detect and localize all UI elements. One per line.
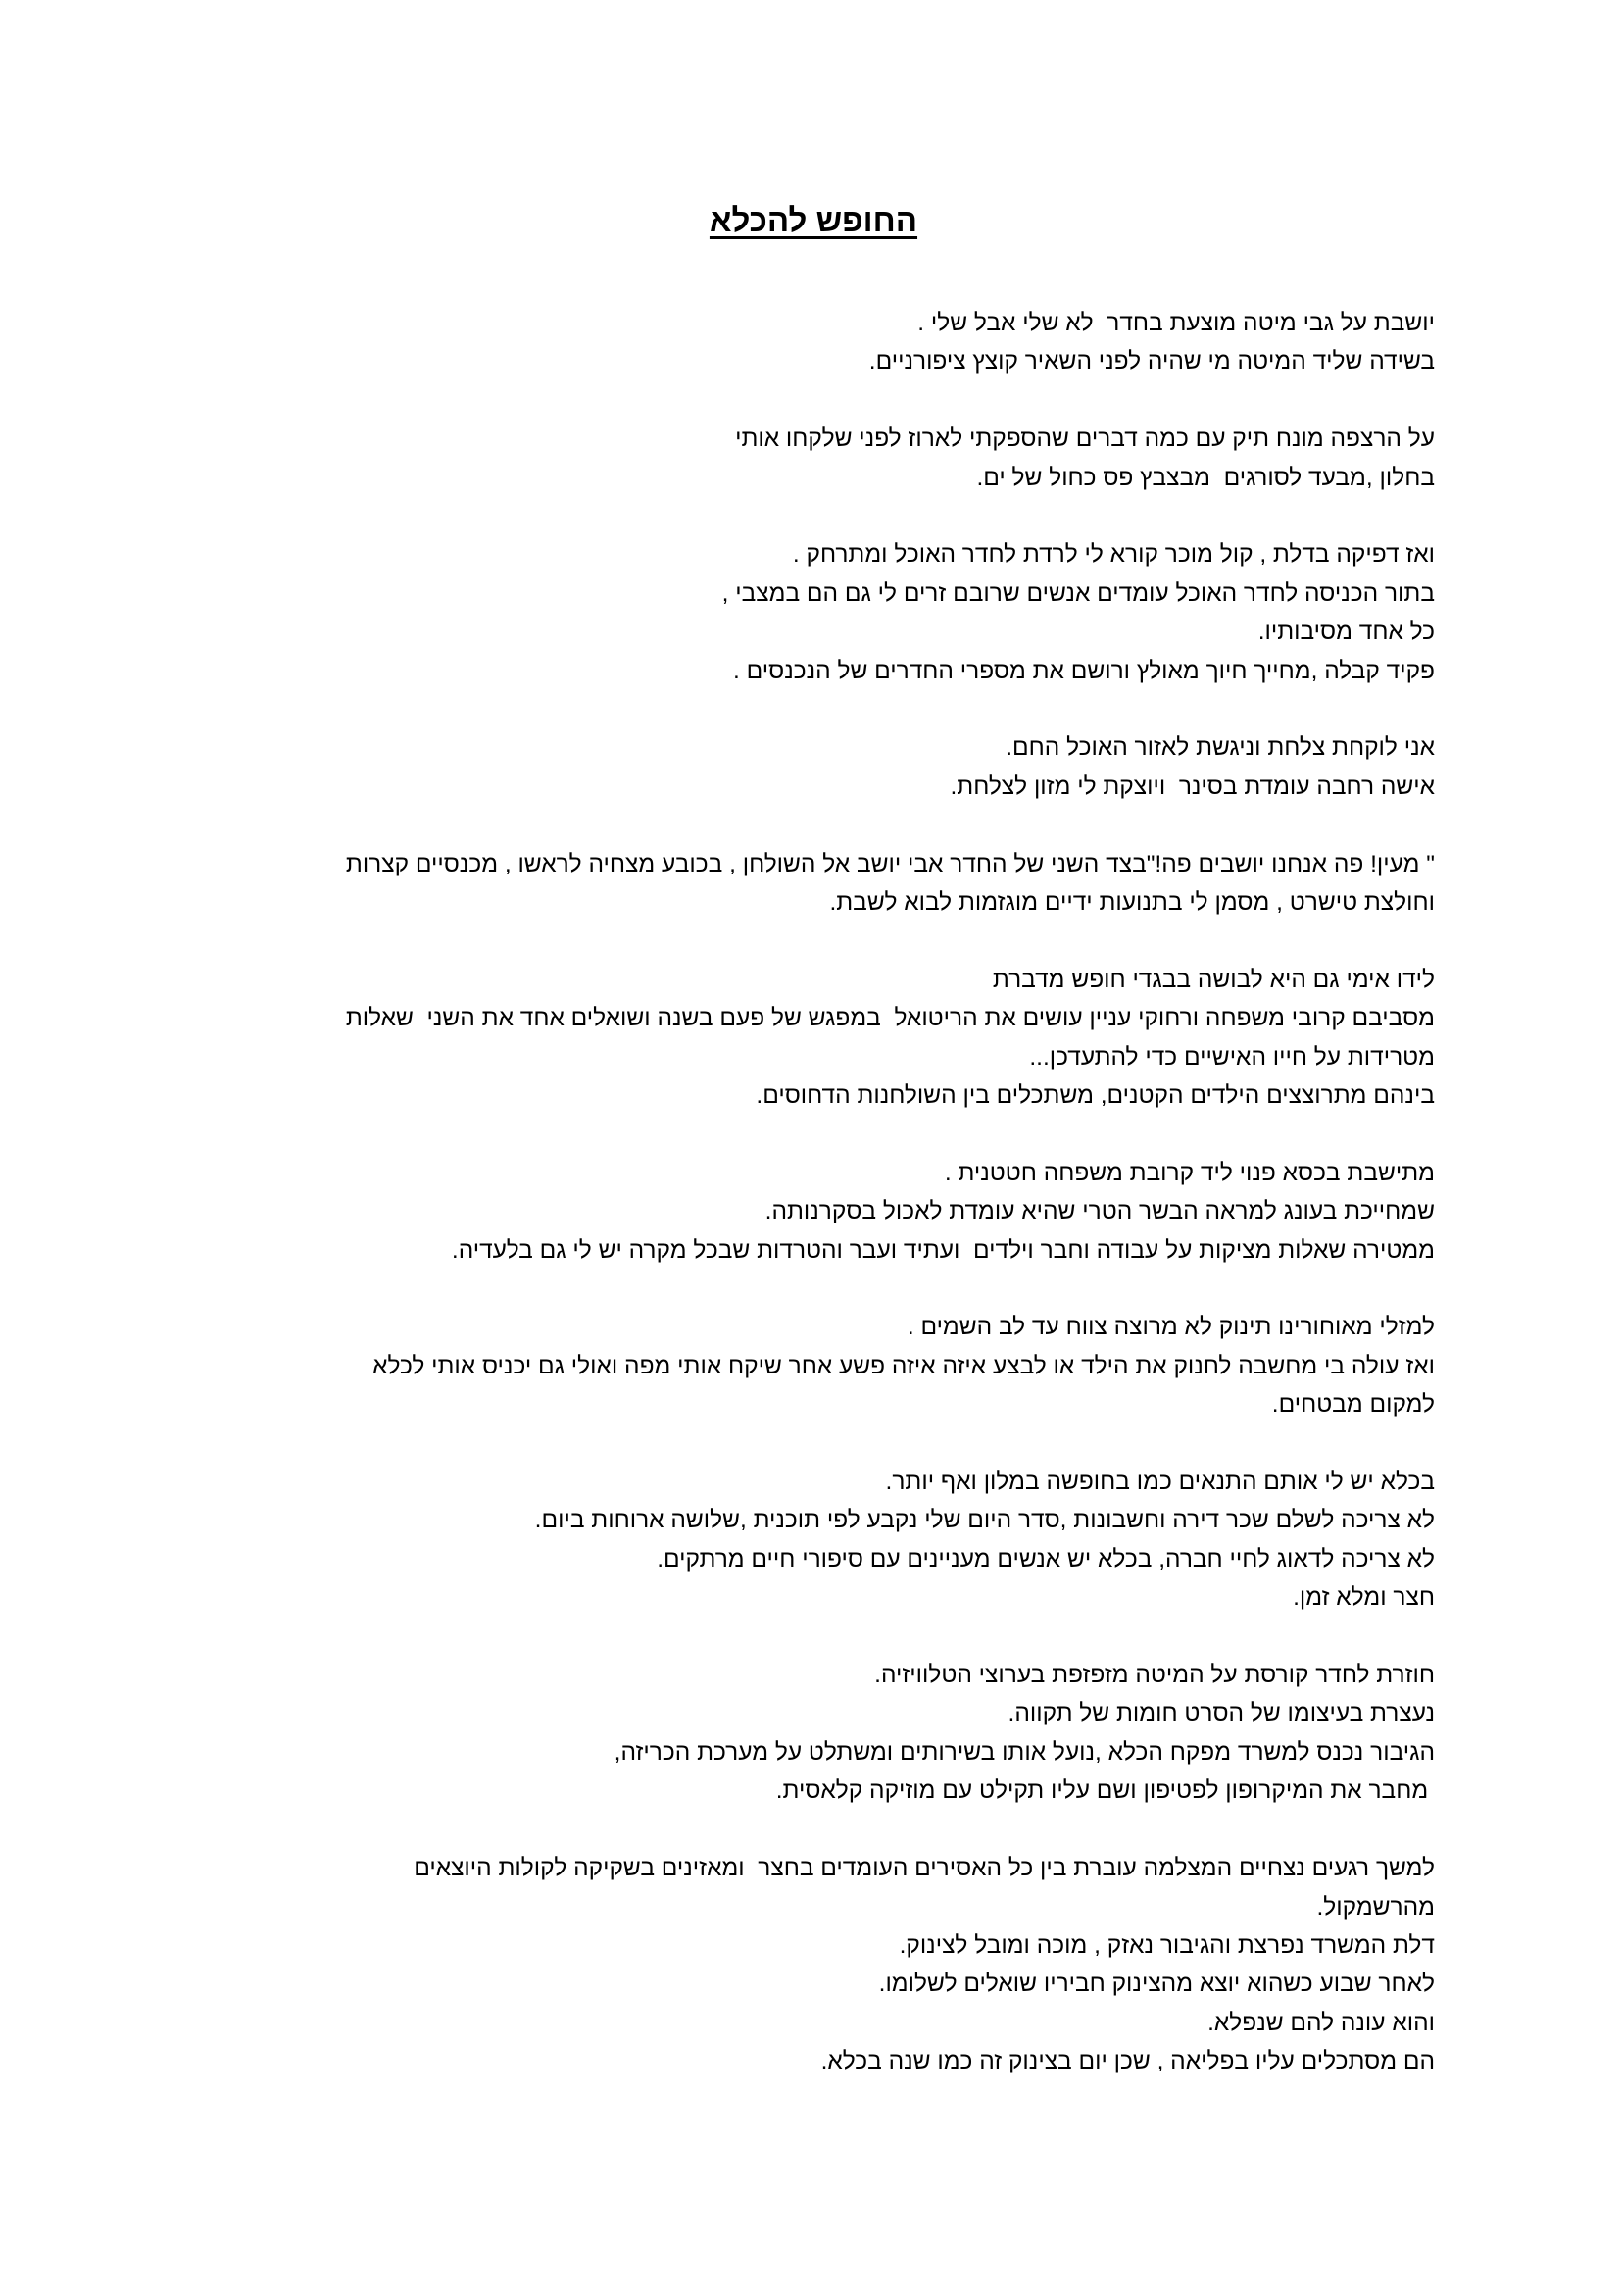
text-line: לאחר שבוע כשהוא יוצא מהצינוק חביריו שואלים לשלומו. (878, 1971, 1435, 1998)
text-line: אני לוקחת צלחת וניגשת לאזור האוכל החם. (1006, 734, 1435, 762)
text-line: והוא עונה להם שנפלא. (1207, 2009, 1435, 2036)
paragraph-3 (200, 535, 1435, 690)
text-line: על הרצפה מונח תיק עם כמה דברים שהספקתי לארוז לפני שלקחו אותי (735, 425, 1435, 453)
text-line: למזלי מאוחורינו תינוק לא מרוצה צווח עד לב השמים . (907, 1314, 1435, 1341)
text-line: ואז עולה בי מחשבה לחנוק את הילד או לבצע איזה איזה פשע אחר שיקח אותי מפה ואולי גם יכניס אותי לכלא (372, 1352, 1435, 1379)
text-line: ממטירה שאלות מציקות על עבודה וחבר וילדים ועתיד ועבר והטרדות שבכל מקרה יש לי גם בלעדיה. (451, 1236, 1435, 1264)
text-line: שמחייכת בעונג למראה הבשר הטרי שהיא עומדת לאכול בסקרנותה. (764, 1198, 1435, 1225)
text-line: למקום מבטחים. (1271, 1391, 1435, 1419)
paragraph-7 (200, 1154, 1435, 1270)
paragraph-2 (200, 420, 1435, 497)
text-line: למשך רגעים נצחיים המצלמה עוברת בין כל האסירים העומדים בחצר ומאזינים בשקיקה לקולות היוצאים (414, 1855, 1435, 1882)
paragraph-4 (200, 728, 1435, 806)
text-line: הם מסתכלים עליו בפליאה , שכן יום בצינוק זה כמו שנה בכלא. (820, 2048, 1435, 2075)
text-line: מטרידות על חייו האישיים כדי להתעדכן... (1029, 1043, 1435, 1071)
document-body (200, 304, 1435, 2120)
text-line: דלת המשרד נפרצת והגיבור נאזק , מוכה ומובל לצינוק. (899, 1931, 1435, 1959)
text-line: בתור הכניסה לחדר האוכל עומדים אנשים שרובם זרים לי גם הם במצבי , (721, 579, 1435, 607)
text-line: מסביבם קרובי משפחה ורחוקי עניין עושים את הריטואל במפגש של פעם בשנה ושואלים אחד את השני שאלות (345, 1005, 1435, 1032)
text-line: מתישבת בכסא פנוי ליד קרובת משפחה חטטנית . (944, 1159, 1435, 1186)
paragraph-11 (200, 1849, 1435, 2080)
text-line: לא צריכה לדאוג לחיי חברה, בכלא יש אנשים מעניינים עם סיפורי חיים מרתקים. (657, 1545, 1435, 1572)
text-line: בשידה שליד המיטה מי שהיה לפני השאיר קוצץ ציפורניים. (868, 348, 1435, 375)
text-line: חצר ומלא זמן. (1293, 1584, 1435, 1612)
text-line: בכלא יש לי אותם התנאים כמו בחופשה במלון ואף יותר. (885, 1469, 1435, 1496)
paragraph-6 (200, 961, 1435, 1116)
text-line: בחלון ,מבעד לסורגים מבצבץ פס כחול של ים. (976, 464, 1435, 491)
text-line: הגיבור נכנס למשרד מפקח הכלא ,נועל אותו בשירותים ומשתלט על מערכת הכריזה, (614, 1738, 1435, 1766)
paragraph-8 (200, 1308, 1435, 1423)
text-line: ואז דפיקה בדלת , קול מוכר קורא לי לרדת לחדר האוכל ומתרחק . (792, 541, 1435, 569)
paragraph-10 (200, 1656, 1435, 1811)
text-line: יושבת על גבי מיטה מוצעת בחדר לא שלי אבל שלי . (917, 310, 1435, 336)
text-line: חוזרת לחדר קורסת על המיטה מזפזפת בערוצי הטלוויזיה. (874, 1662, 1435, 1689)
text-line: אישה רחבה עומדת בסינר ויוצקת לי מזון לצלחת. (950, 773, 1435, 800)
paragraph-1 (200, 304, 1435, 381)
text-line: " מעין! פה אנחנו יושבים פה!"בצד השני של החדר אבי יושב אל השולחן , בכובע מצחיה לראשו , מכנסיים קצרות (345, 850, 1435, 877)
text-line: כל אחד מסיבותיו. (1257, 619, 1435, 646)
text-line: לא צריכה לשלם שכר דירה וחשבונות ,סדר היום שלי נקבע לפי תוכנית ,שלושה ארוחות ביום. (534, 1507, 1435, 1534)
text-line: מהרשמקול. (1316, 1893, 1435, 1921)
text-line: מחבר את המיקרופון לפטיפון ושם עליו תקילט עם מוזיקה קלאסית. (775, 1777, 1435, 1805)
paragraph-9 (200, 1463, 1435, 1618)
text-line: נעצרת בעיצומו של הסרט חומות של תקווה. (1008, 1700, 1435, 1727)
text-line: וחולצת טישרט , מסמן לי בתנועות ידיים מוגזמות לבוא לשבת. (829, 889, 1435, 917)
text-line: בינהם מתרוצצים הילדים הקטנים, משתכלים בין השולחנות הדחוסים. (756, 1082, 1435, 1110)
text-line: לידו אימי גם היא לבושה בבגדי חופש מדברת (992, 966, 1435, 993)
text-line: פקיד קבלה ,מחייך חיוך מאולץ ורושם את מספרי החדרים של הנכנסים . (733, 657, 1435, 684)
document-title: החופש להכלא (709, 202, 918, 238)
paragraph-5 (200, 845, 1435, 923)
